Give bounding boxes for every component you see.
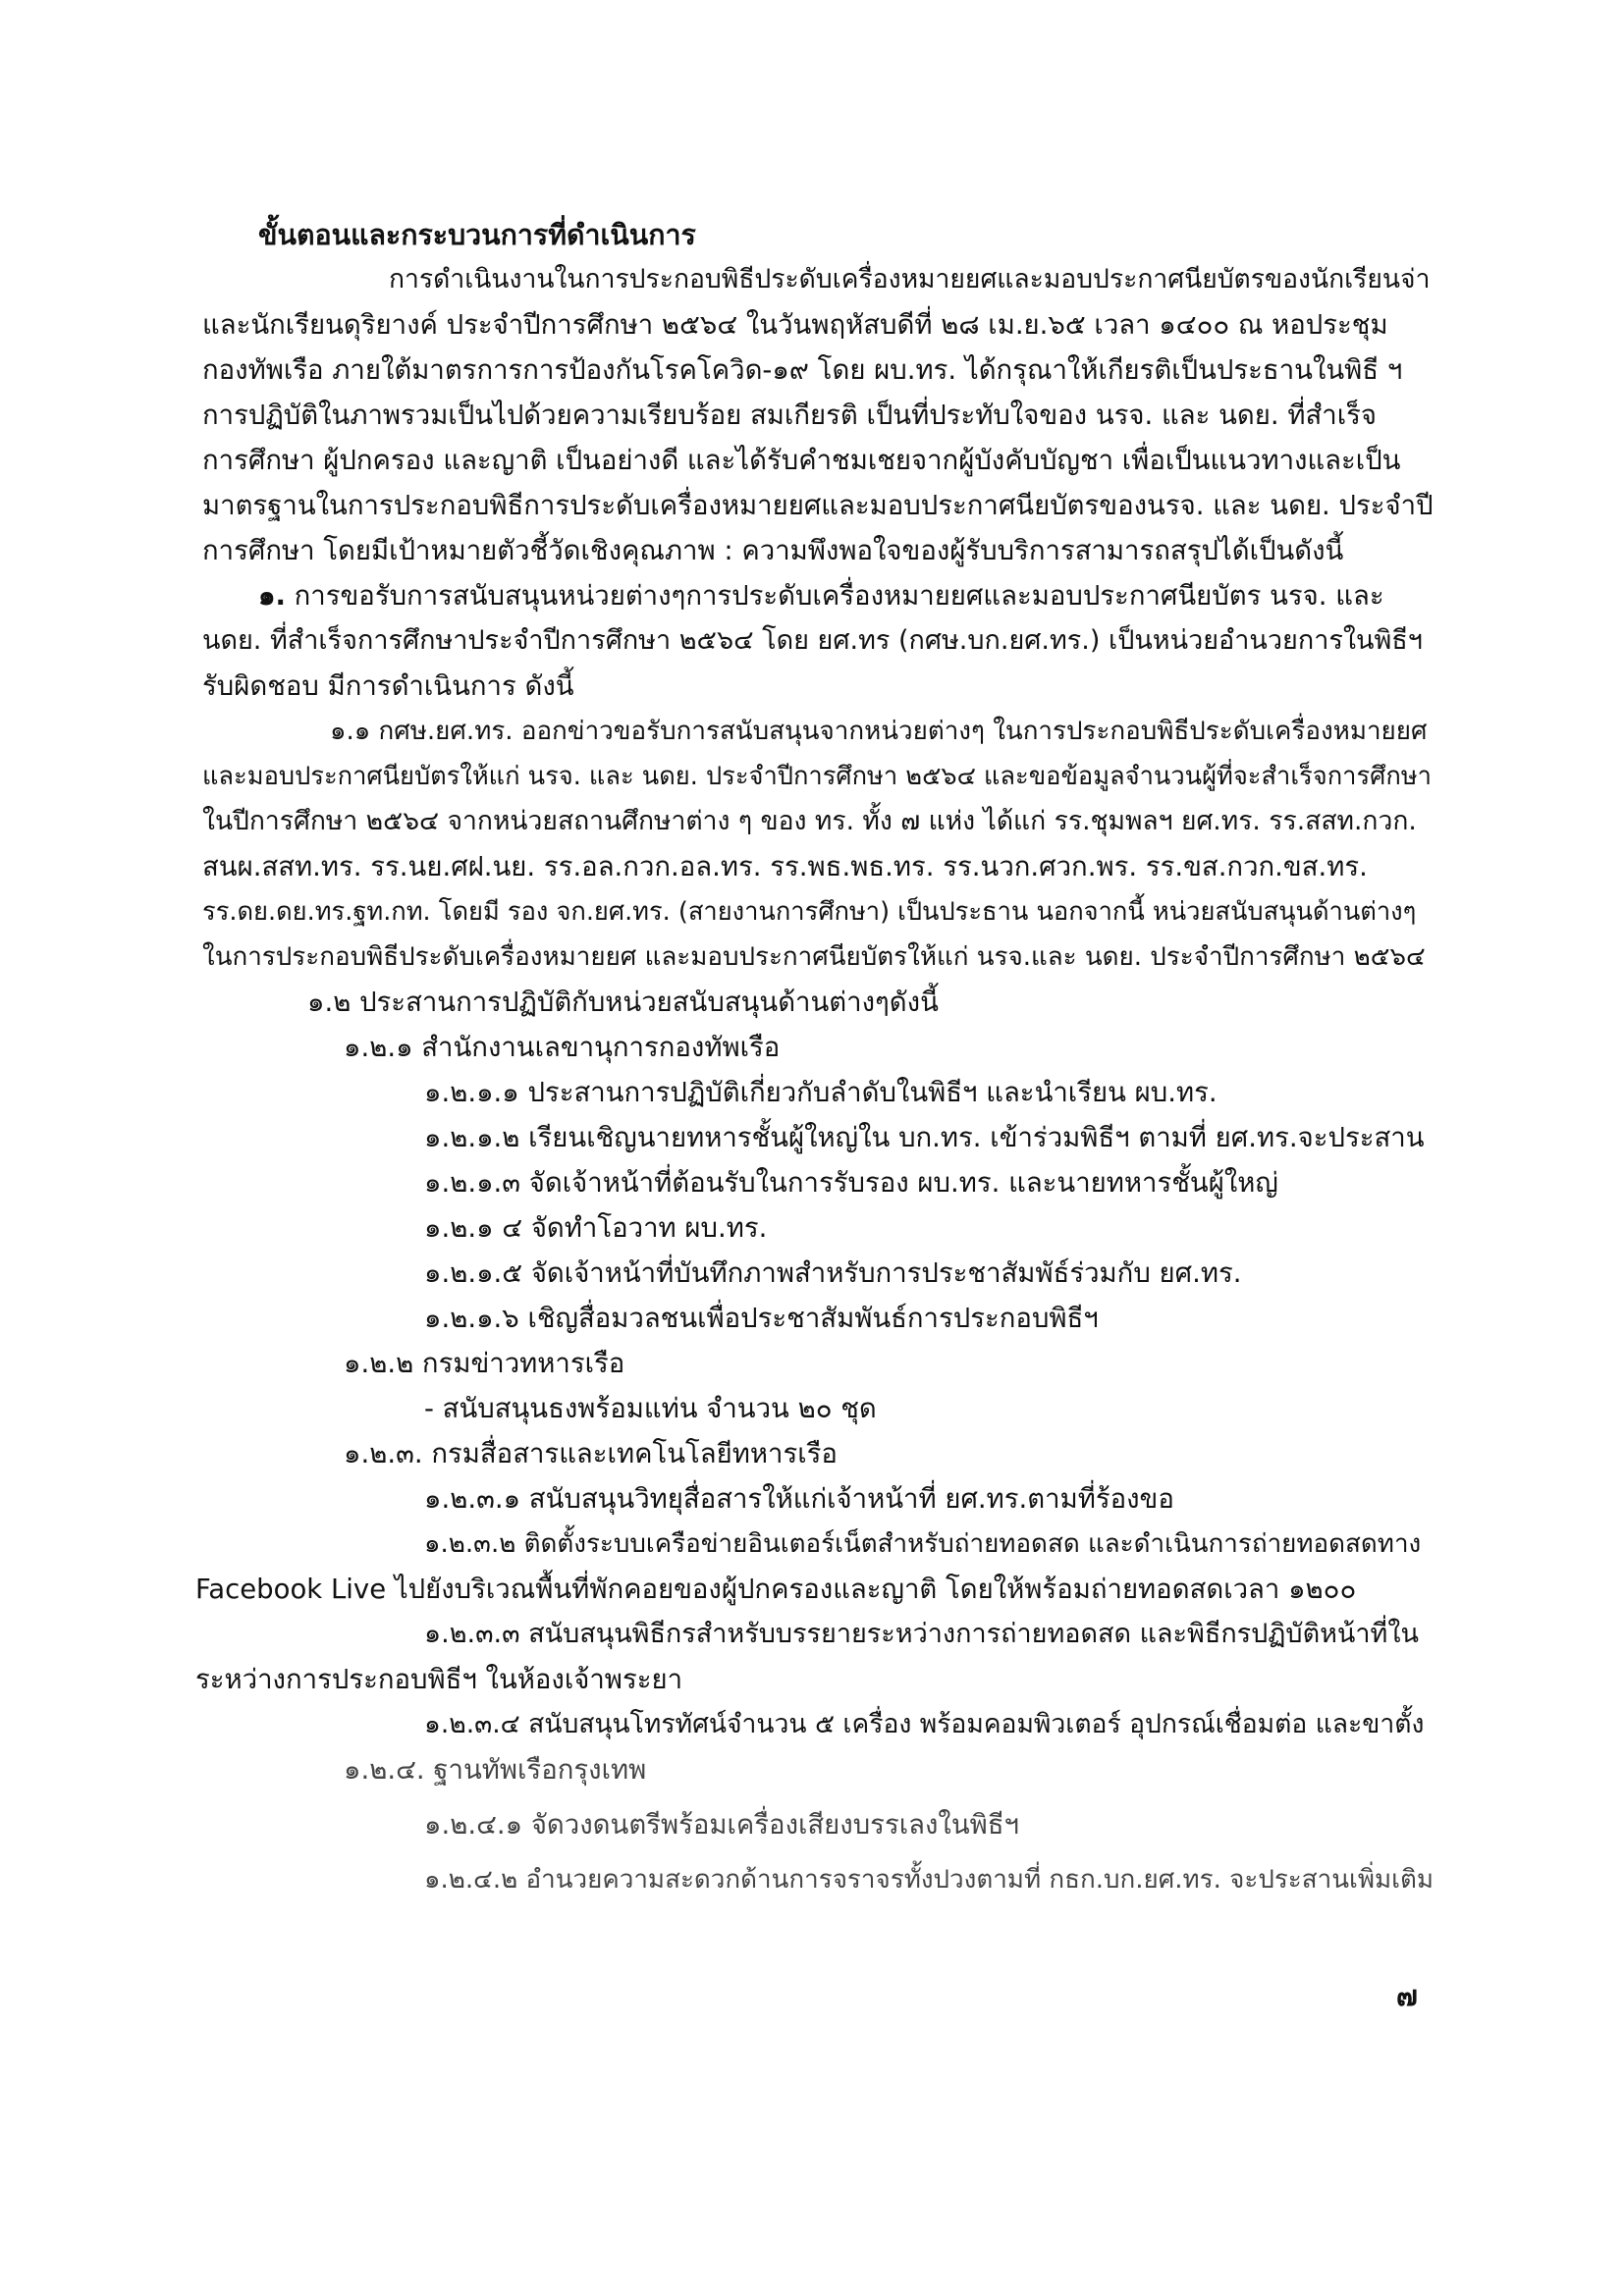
item-1-2-3-title: ๑.๒.๓. กรมสื่อสารและเทคโนโลยีทหารเรือ: [344, 1438, 838, 1469]
item-1-2-3-sub: Facebook Live ไปยังบริเวณพื้นที่พักคอยของผู้ปกครองและญาติ โดยให้พร้อมถ่ายทอดสดเวลา ๑๒๐๐: [195, 1574, 1357, 1605]
item-1-2-1-sub: ๑.๒.๑ ๔ จัดทำโอวาท ผบ.ทร.: [424, 1212, 768, 1244]
item-1-1-line: รร.ดย.ดย.ทร.ฐท.กท. โดยมี รอง จก.ยศ.ทร. (สายงานการศึกษา) เป็นประธาน นอกจากนี้ หน่วยสนับสนุนด้านต่างๆ: [202, 897, 1417, 927]
item-1-2-1-sub: ๑.๒.๑.๑ ประสานการปฏิบัติเกี่ยวกับลำดับในพิธีฯ และนำเรียน ผบ.ทร.: [424, 1077, 1218, 1108]
item-1-2-2-title: ๑.๒.๒ กรมข่าวทหารเรือ: [344, 1348, 625, 1379]
intro-line: การศึกษา โดยมีเป้าหมายตัวชี้วัดเชิงคุณภาพ : ความพึงพอใจของผู้รับบริการสามารถสรุปได้เป็นดังนี้: [202, 535, 1344, 566]
item-1-2-3-sub: ๑.๒.๓.๒ ติดตั้งระบบเครือข่ายอินเตอร์เน็ตสำหรับถ่ายทอดสด และดำเนินการถ่ายทอดสดทาง: [424, 1529, 1422, 1559]
item-1-line: [258, 578, 1384, 614]
item-1-2-3-sub: ระหว่างการประกอบพิธีฯ ในห้องเจ้าพระยา: [195, 1664, 683, 1695]
item-1-1-line: ในการประกอบพิธีประดับเครื่องหมายยศ และมอบประกาศนียบัตรให้แก่ นรจ.และ นดย. ประจำปีการศึกษา ๒๕๖๔: [202, 942, 1426, 972]
item-1-2-4-title: ๑.๒.๔. ฐานทัพเรือกรุงเทพ: [344, 1754, 647, 1786]
item-1-text: การขอรับการสนับสนุนหน่วยต่างๆการประดับเครื่องหมายยศและมอบประกาศนียบัตร นรจ. และ: [285, 580, 1384, 612]
item-1-2-title: ๑.๒ ประสานการปฏิบัติกับหน่วยสนับสนุนด้านต่างๆดังนี้: [307, 987, 939, 1018]
intro-line: มาตรฐานในการประกอบพิธีการประดับเครื่องหมายยศและมอบประกาศนียบัตรของนรจ. และ นดย. ประจำปี: [202, 490, 1434, 521]
item-1-1-line: สนผ.สสท.ทร. รร.นย.ศฝ.นย. รร.อล.กวก.อล.ทร. รร.พธ.พธ.ทร. รร.นวก.ศวก.พร. รร.ขส.กวก.ขส.ทร.: [202, 851, 1368, 882]
item-1-2-4-sub: ๑.๒.๔.๒ อำนวยความสะดวกด้านการจราจรทั้งปวงตามที่ กธก.บก.ยศ.ทร. จะประสานเพิ่มเติม: [424, 1865, 1435, 1895]
item-1-1-line: ในปีการศึกษา ๒๕๖๔ จากหน่วยสถานศึกษาต่าง ๆ ของ ทร. ทั้ง ๗ แห่ง ได้แก่ รร.ชุมพลฯ ยศ.ทร. รร.สสท.กวก.: [202, 806, 1417, 836]
intro-line: การปฏิบัติในภาพรวมเป็นไปด้วยความเรียบร้อย สมเกียรติ เป็นที่ประทับใจของ นรจ. และ นดย. ที่สำเร็จ: [202, 400, 1377, 431]
item-1-1-line: และมอบประกาศนียบัตรให้แก่ นรจ. และ นดย. ประจำปีการศึกษา ๒๕๖๔ และขอข้อมูลจำนวนผู้ที่จะสำเร็จการศึกษา: [202, 762, 1432, 791]
item-1-2-3-sub: ๑.๒.๓.๓ สนับสนุนพิธีกรสำหรับบรรยายระหว่างการถ่ายทอดสด และพิธีกรปฏิบัติหน้าที่ใน: [424, 1619, 1419, 1649]
item-1-2-1-sub: ๑.๒.๑.๕ จัดเจ้าหน้าที่บันทึกภาพสำหรับการประชาสัมพัธ์ร่วมกับ ยศ.ทร.: [424, 1257, 1242, 1289]
item-1-2-1-title: ๑.๒.๑ สำนักงานเลขานุการกองทัพเรือ: [344, 1032, 781, 1063]
item-1-number: ๑.: [258, 580, 286, 612]
intro-line: การดำเนินงานในการประกอบพิธีประดับเครื่องหมายยศและมอบประกาศนียบัตรของนักเรียนจ่า: [389, 264, 1431, 294]
item-1-1-line: ๑.๑ กศษ.ยศ.ทร. ออกข่าวขอรับการสนับสนุนจากหน่วยต่างๆ ในการประกอบพิธีประดับเครื่องหมายยศ: [330, 717, 1428, 746]
item-1-line: นดย. ที่สำเร็จการศึกษาประจำปีการศึกษา ๒๕๖๔ โดย ยศ.ทร (กศษ.บก.ยศ.ทร.) เป็นหน่วยอำนวยการในพิธีฯ: [202, 625, 1423, 656]
section-heading: ขั้นตอนและกระบวนการที่ดำเนินการ: [258, 219, 696, 251]
item-1-2-2-sub: - สนับสนุนธงพร้อมแท่น จำนวน ๒๐ ชุด: [424, 1393, 877, 1424]
item-1-2-3-sub: ๑.๒.๓.๔ สนับสนุนโทรทัศน์จำนวน ๕ เครื่อง พร้อมคอมพิวเตอร์ อุปกรณ์เชื่อมต่อ และขาตั้ง: [424, 1709, 1425, 1739]
intro-line: การศึกษา ผู้ปกครอง และญาติ เป็นอย่างดี และได้รับคำชมเชยจากผู้บังคับบัญชา เพื่อเป็นแนวทางและเป็น: [202, 445, 1401, 476]
item-1-2-3-sub: ๑.๒.๓.๑ สนับสนุนวิทยุสื่อสารให้แก่เจ้าหน้าที่ ยศ.ทร.ตามที่ร้องขอ: [424, 1483, 1174, 1515]
intro-line: และนักเรียนดุริยางค์ ประจำปีการศึกษา ๒๕๖๔ ในวันพฤหัสบดีที่ ๒๘ เม.ย.๖๕ เวลา ๑๔๐๐ ณ หอประชุม: [202, 309, 1388, 341]
item-1-2-4-sub: ๑.๒.๔.๑ จัดวงดนตรีพร้อมเครื่องเสียงบรรเลงในพิธีฯ: [424, 1809, 1019, 1841]
page-number: ๗: [1396, 1979, 1418, 2012]
intro-line: กองทัพเรือ ภายใต้มาตรการการป้องกันโรคโควิด-๑๙ โดย ผบ.ทร. ได้กรุณาให้เกียรติเป็นประธานในพิธี ฯ: [202, 354, 1403, 386]
item-1-2-1-sub: ๑.๒.๑.๓ จัดเจ้าหน้าที่ต้อนรับในการรับรอง ผบ.ทร. และนายทหารชั้นผู้ใหญ่: [424, 1167, 1278, 1199]
item-1-2-1-sub: ๑.๒.๑.๒ เรียนเชิญนายทหารชั้นผู้ใหญ่ใน บก.ทร. เข้าร่วมพิธีฯ ตามที่ ยศ.ทร.จะประสาน: [424, 1122, 1425, 1153]
item-1-line: รับผิดชอบ มีการดำเนินการ ดังนี้: [202, 670, 574, 702]
item-1-2-1-sub: ๑.๒.๑.๖ เชิญสื่อมวลชนเพื่อประชาสัมพันธ์การประกอบพิธีฯ: [424, 1303, 1099, 1334]
